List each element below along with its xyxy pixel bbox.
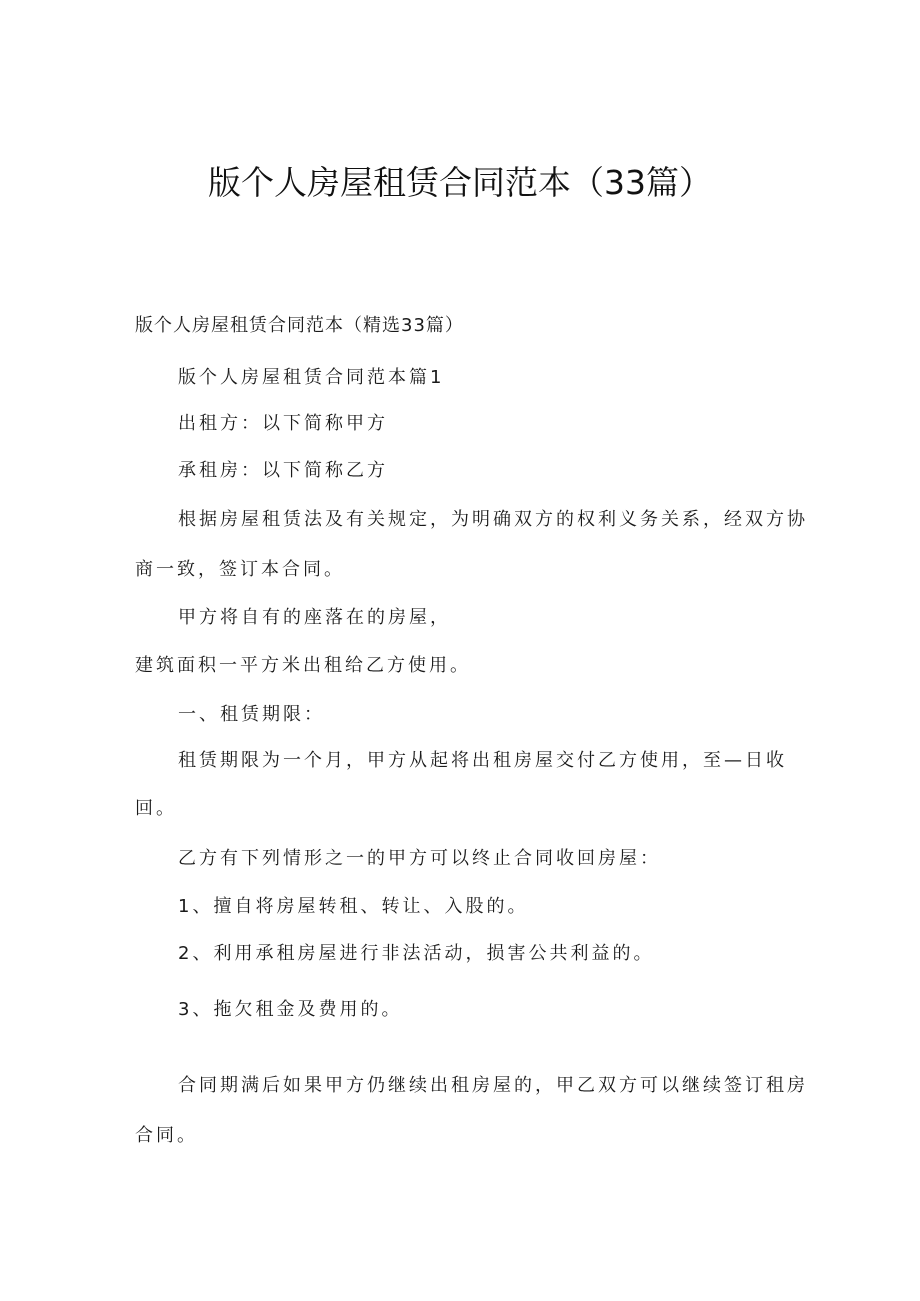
lessee-line: 承租房：以下简称乙方 (178, 460, 388, 481)
renewal-paragraph-line-1: 合同期满后如果甲方仍继续出租房屋的，甲乙双方可以继续签订租房 (178, 1075, 808, 1096)
property-paragraph-line-1: 甲方将自有的座落在的房屋， (178, 607, 451, 628)
termination-item-2: 2、利用承租房屋进行非法活动，损害公共利益的。 (178, 943, 655, 964)
term-heading: 一、租赁期限： (178, 704, 325, 725)
termination-intro: 乙方有下列情形之一的甲方可以终止合同收回房屋： (178, 848, 661, 869)
intro-paragraph-line-1: 根据房屋租赁法及有关规定，为明确双方的权利义务关系，经双方协 (178, 509, 808, 530)
section-heading: 版个人房屋租赁合同范本篇1 (178, 367, 445, 388)
termination-item-3: 3、拖欠租金及费用的。 (178, 999, 403, 1020)
property-paragraph-line-2: 建筑面积一平方米出租给乙方使用。 (135, 655, 471, 676)
lessor-line: 出租方：以下简称甲方 (178, 413, 388, 434)
termination-item-1: 1、擅自将房屋转租、转让、入股的。 (178, 896, 529, 917)
term-paragraph-line-2: 回。 (135, 798, 177, 819)
document-title: 版个人房屋租赁合同范本（33篇） (208, 163, 712, 202)
renewal-paragraph-line-2: 合同。 (135, 1125, 198, 1146)
term-paragraph-line-1: 租赁期限为一个月，甲方从起将出租房屋交付乙方使用，至—日收 (178, 750, 787, 771)
intro-paragraph-line-2: 商一致，签订本合同。 (135, 559, 345, 580)
document-subtitle: 版个人房屋租赁合同范本（精选33篇） (135, 315, 464, 336)
